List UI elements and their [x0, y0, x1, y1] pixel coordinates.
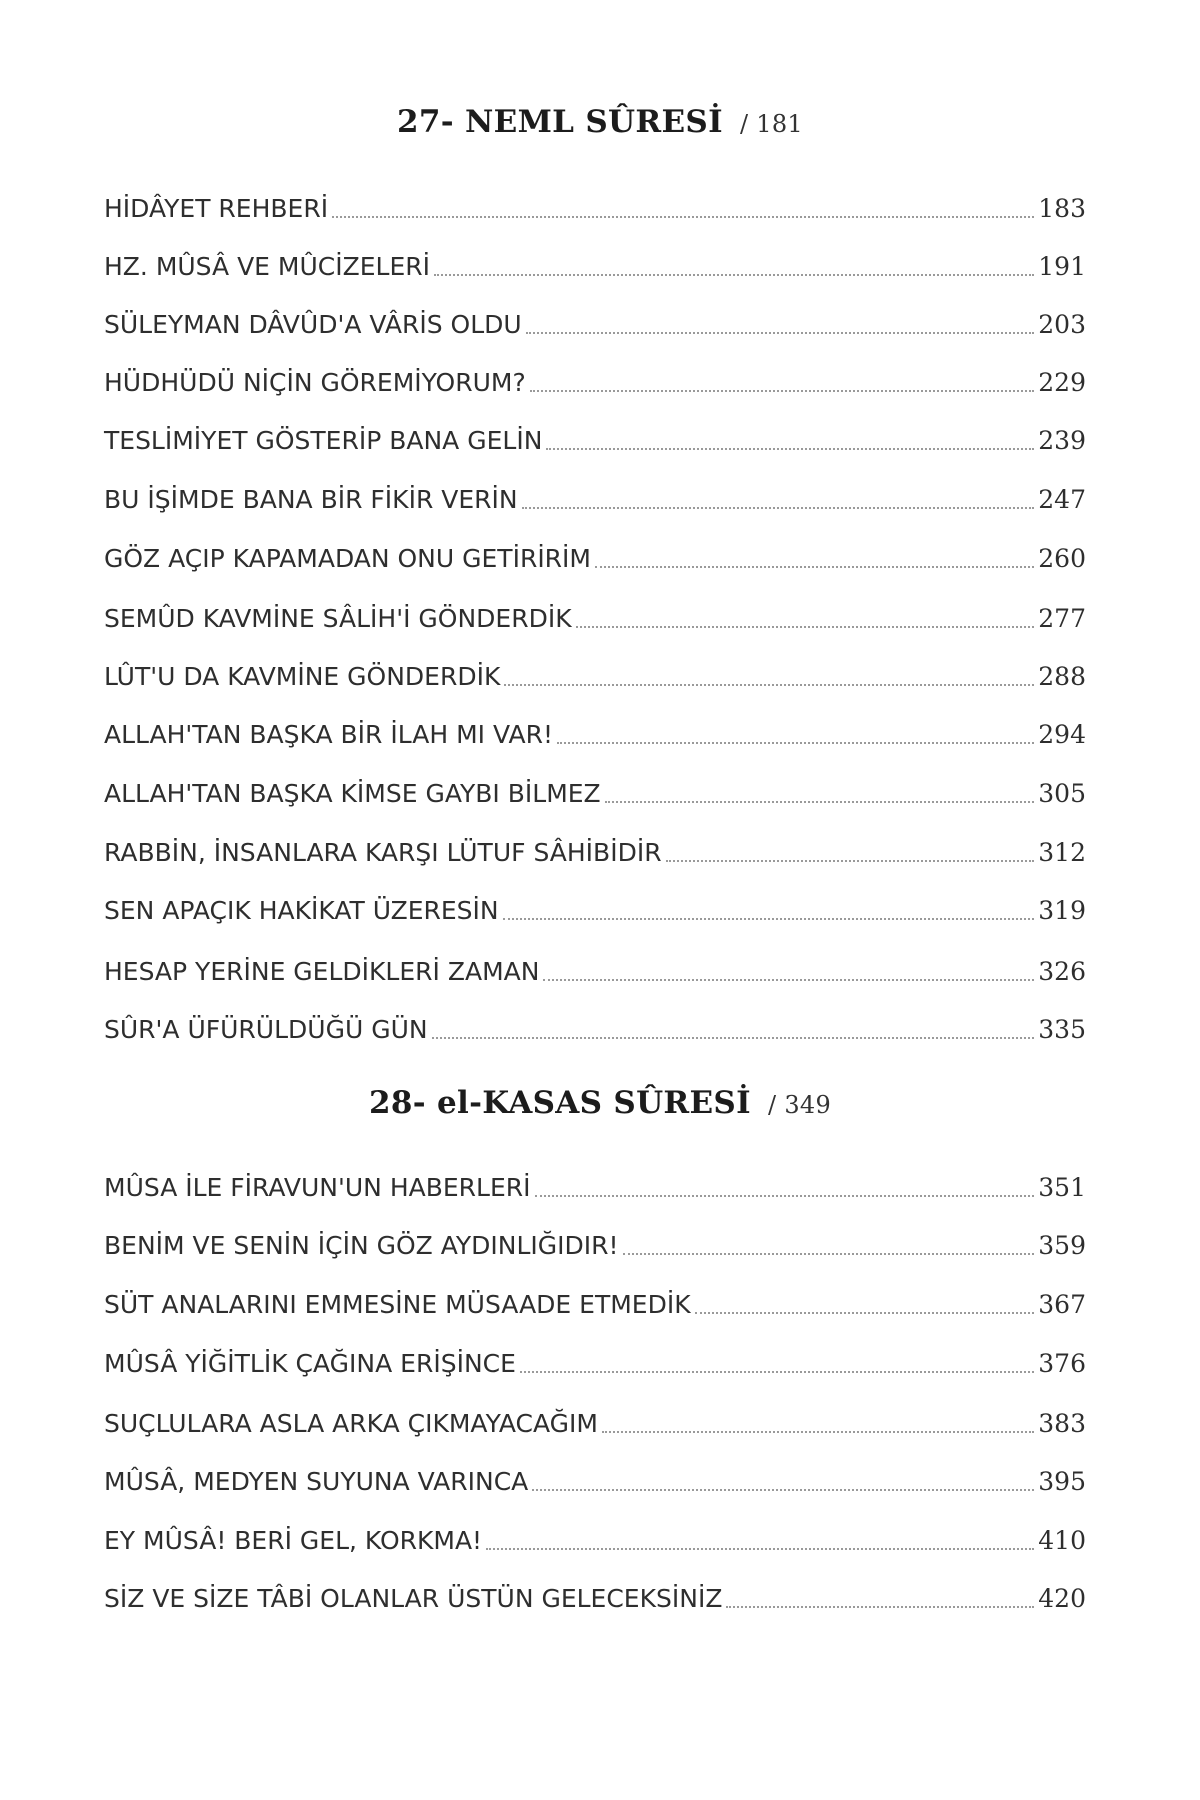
dot-leader	[623, 1252, 1035, 1255]
dot-leader	[522, 506, 1035, 509]
entry-title: SEMÛD KAVMİNE SÂLİH'İ GÖNDERDİK	[104, 604, 572, 633]
dot-leader	[434, 273, 1034, 276]
toc-entry[interactable]	[104, 1399, 1086, 1439]
entry-page-number: 319	[1038, 896, 1086, 925]
dot-leader	[535, 1194, 1035, 1197]
dot-leader	[432, 1036, 1035, 1039]
entry-page-number: 247	[1038, 485, 1086, 514]
entry-page-number: 183	[1038, 194, 1086, 223]
dot-leader	[530, 389, 1035, 392]
dot-leader	[726, 1605, 1034, 1608]
toc-entry[interactable]	[104, 242, 1086, 282]
entry-page-number: 277	[1038, 604, 1086, 633]
dot-leader	[504, 683, 1034, 686]
entry-page-number: 288	[1038, 662, 1086, 691]
section-title-kasas	[0, 1085, 1200, 1121]
toc-entry[interactable]	[104, 184, 1086, 224]
entry-page-number: 395	[1038, 1467, 1086, 1496]
entry-page-number: 191	[1038, 252, 1086, 281]
toc-entry[interactable]	[104, 947, 1086, 987]
entry-title: RABBİN, İNSANLARA KARŞI LÜTUF SÂHİBİDİR	[104, 838, 662, 867]
section-page-ref: / 181	[739, 110, 803, 138]
entry-title: HÜDHÜDÜ NİÇİN GÖREMİYORUM?	[104, 368, 526, 397]
entry-page-number: 229	[1038, 368, 1086, 397]
entry-title: HESAP YERİNE GELDİKLERİ ZAMAN	[104, 957, 540, 986]
entry-title: MÛSÂ, MEDYEN SUYUNA VARINCA	[104, 1467, 529, 1496]
section-title-neml	[0, 104, 1200, 140]
toc-entry[interactable]	[104, 652, 1086, 692]
entry-page-number: 203	[1038, 310, 1086, 339]
entry-page-number: 383	[1038, 1409, 1086, 1438]
entry-page-number: 376	[1038, 1349, 1086, 1378]
dot-leader	[526, 331, 1035, 334]
dot-leader	[543, 978, 1034, 981]
entry-page-number: 410	[1038, 1526, 1086, 1555]
entry-title: HZ. MÛSÂ VE MÛCİZELERİ	[104, 252, 431, 281]
toc-entry[interactable]	[104, 1516, 1086, 1556]
entry-page-number: 294	[1038, 720, 1086, 749]
toc-entry[interactable]	[104, 1457, 1086, 1497]
entry-title: ALLAH'TAN BAŞKA KİMSE GAYBI BİLMEZ	[104, 779, 601, 808]
toc-entry[interactable]	[104, 1339, 1086, 1379]
entry-page-number: 305	[1038, 779, 1086, 808]
entry-page-number: 359	[1038, 1231, 1086, 1260]
dot-leader	[532, 1488, 1034, 1491]
entry-page-number: 326	[1038, 957, 1086, 986]
entry-title: BENİM VE SENİN İÇİN GÖZ AYDINLIĞIDIR!	[104, 1231, 619, 1260]
toc-entry[interactable]	[104, 1163, 1086, 1203]
entry-title: SÜT ANALARINI EMMESİNE MÜSAADE ETMEDİK	[104, 1290, 691, 1319]
toc-entry[interactable]	[104, 534, 1086, 574]
entry-page-number: 420	[1038, 1584, 1086, 1613]
section-title-text: 27- NEML SÛRESİ	[397, 104, 723, 140]
toc-entry[interactable]	[104, 594, 1086, 634]
entry-title: SEN APAÇIK HAKİKAT ÜZERESİN	[104, 896, 499, 925]
dot-leader	[602, 1430, 1034, 1433]
entry-page-number: 312	[1038, 838, 1086, 867]
toc-entry[interactable]	[104, 710, 1086, 750]
dot-leader	[576, 625, 1035, 628]
entry-page-number: 260	[1038, 544, 1086, 573]
entry-title: GÖZ AÇIP KAPAMADAN ONU GETİRİRİM	[104, 544, 591, 573]
entry-title: SUÇLULARA ASLA ARKA ÇIKMAYACAĞIM	[104, 1409, 598, 1438]
entry-page-number: 335	[1038, 1015, 1086, 1044]
section-page-ref: / 349	[768, 1091, 832, 1119]
dot-leader	[595, 565, 1034, 568]
dot-leader	[332, 215, 1034, 218]
entry-title: MÛSA İLE FİRAVUN'UN HABERLERİ	[104, 1173, 531, 1202]
toc-entry[interactable]	[104, 828, 1086, 868]
entry-title: EY MÛSÂ! BERİ GEL, KORKMA!	[104, 1526, 483, 1555]
toc-entry[interactable]	[104, 300, 1086, 340]
entry-title: MÛSÂ YİĞİTLİK ÇAĞINA ERİŞİNCE	[104, 1349, 516, 1378]
toc-entry[interactable]	[104, 769, 1086, 809]
entry-title: LÛT'U DA KAVMİNE GÖNDERDİK	[104, 662, 501, 691]
dot-leader	[486, 1547, 1034, 1550]
entry-title: HİDÂYET REHBERİ	[104, 194, 329, 223]
toc-entry[interactable]	[104, 1574, 1086, 1614]
toc-entry[interactable]	[104, 416, 1086, 456]
dot-leader	[503, 917, 1035, 920]
entry-title: BU İŞİMDE BANA BİR FİKİR VERİN	[104, 485, 518, 514]
entry-page-number: 367	[1038, 1290, 1086, 1319]
toc-entry[interactable]	[104, 475, 1086, 515]
dot-leader	[557, 741, 1034, 744]
dot-leader	[605, 800, 1035, 803]
entry-page-number: 351	[1038, 1173, 1086, 1202]
entry-title: SÛR'A ÜFÜRÜLDÜĞÜ GÜN	[104, 1015, 428, 1044]
toc-entry[interactable]	[104, 1005, 1086, 1045]
toc-entry[interactable]	[104, 1280, 1086, 1320]
dot-leader	[520, 1370, 1034, 1373]
entry-title: SÜLEYMAN DÂVÛD'A VÂRİS OLDU	[104, 310, 522, 339]
entry-title: TESLİMİYET GÖSTERİP BANA GELİN	[104, 426, 543, 455]
entry-title: ALLAH'TAN BAŞKA BİR İLAH MI VAR!	[104, 720, 553, 749]
entry-title: SİZ VE SİZE TÂBİ OLANLAR ÜSTÜN GELECEKSİNİZ	[104, 1584, 723, 1613]
dot-leader	[546, 447, 1034, 450]
dot-leader	[695, 1311, 1035, 1314]
toc-entry[interactable]	[104, 358, 1086, 398]
dot-leader	[666, 859, 1035, 862]
section-title-text: 28- el-KASAS SÛRESİ	[368, 1085, 751, 1121]
entry-page-number: 239	[1038, 426, 1086, 455]
toc-entry[interactable]	[104, 1221, 1086, 1261]
toc-entry[interactable]	[104, 886, 1086, 926]
